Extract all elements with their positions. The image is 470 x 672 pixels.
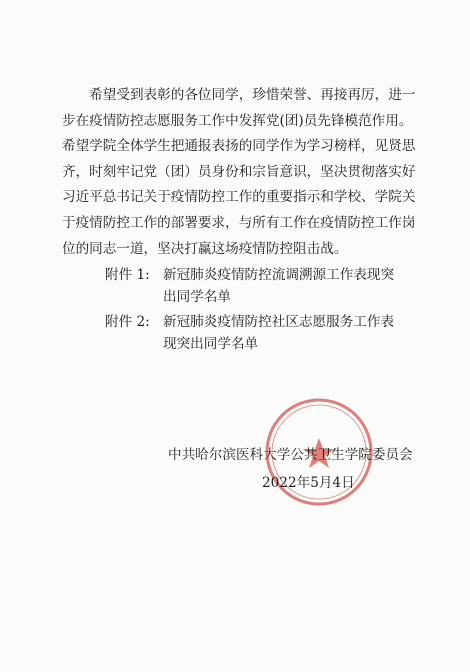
paragraph-line: 希望受到表彰的各位同学，珍惜荣誉、再接再厉，进一 (62, 87, 416, 103)
paragraph-line: 位的同志一道，坚决打赢这场疫情防控阻击战。 (62, 240, 348, 257)
attachment-title: 新冠肺炎疫情防控社区志愿服务工作表 (163, 314, 395, 330)
attachment-label: 附件 2: (105, 314, 150, 330)
body-paragraph (62, 83, 418, 262)
attachment-label: 附件 1: (105, 267, 150, 283)
issuer-name: 中共哈尔滨医科大学公共卫生学院委员会 (168, 447, 413, 463)
attachment-2 (105, 311, 394, 355)
paragraph-line: 步在疫情防控志愿服务工作中发挥党(团)员先锋模范作用。 (62, 112, 413, 129)
paragraph-line: 习近平总书记关于疫情防控工作的重要指示和学校、学院关 (62, 189, 416, 206)
paragraph-line: 于疫情防控工作的部署要求，与所有工作在疫情防控工作岗 (62, 214, 416, 231)
paragraph-line: 齐，时刻牢记党（团）员身份和宗旨意识，坚决贯彻落实好 (62, 163, 416, 180)
paragraph-line: 希望学院全体学生把通报表扬的同学作为学习榜样，见贤思 (62, 138, 416, 155)
attachment-title-continued: 现突出同学名单 (163, 336, 259, 352)
issue-date: 2022年5月4日 (262, 475, 355, 491)
attachment-title-continued: 出同学名单 (163, 289, 231, 305)
attachment-1 (105, 264, 394, 308)
attachment-title: 新冠肺炎疫情防控流调溯源工作表现突 (163, 267, 395, 283)
